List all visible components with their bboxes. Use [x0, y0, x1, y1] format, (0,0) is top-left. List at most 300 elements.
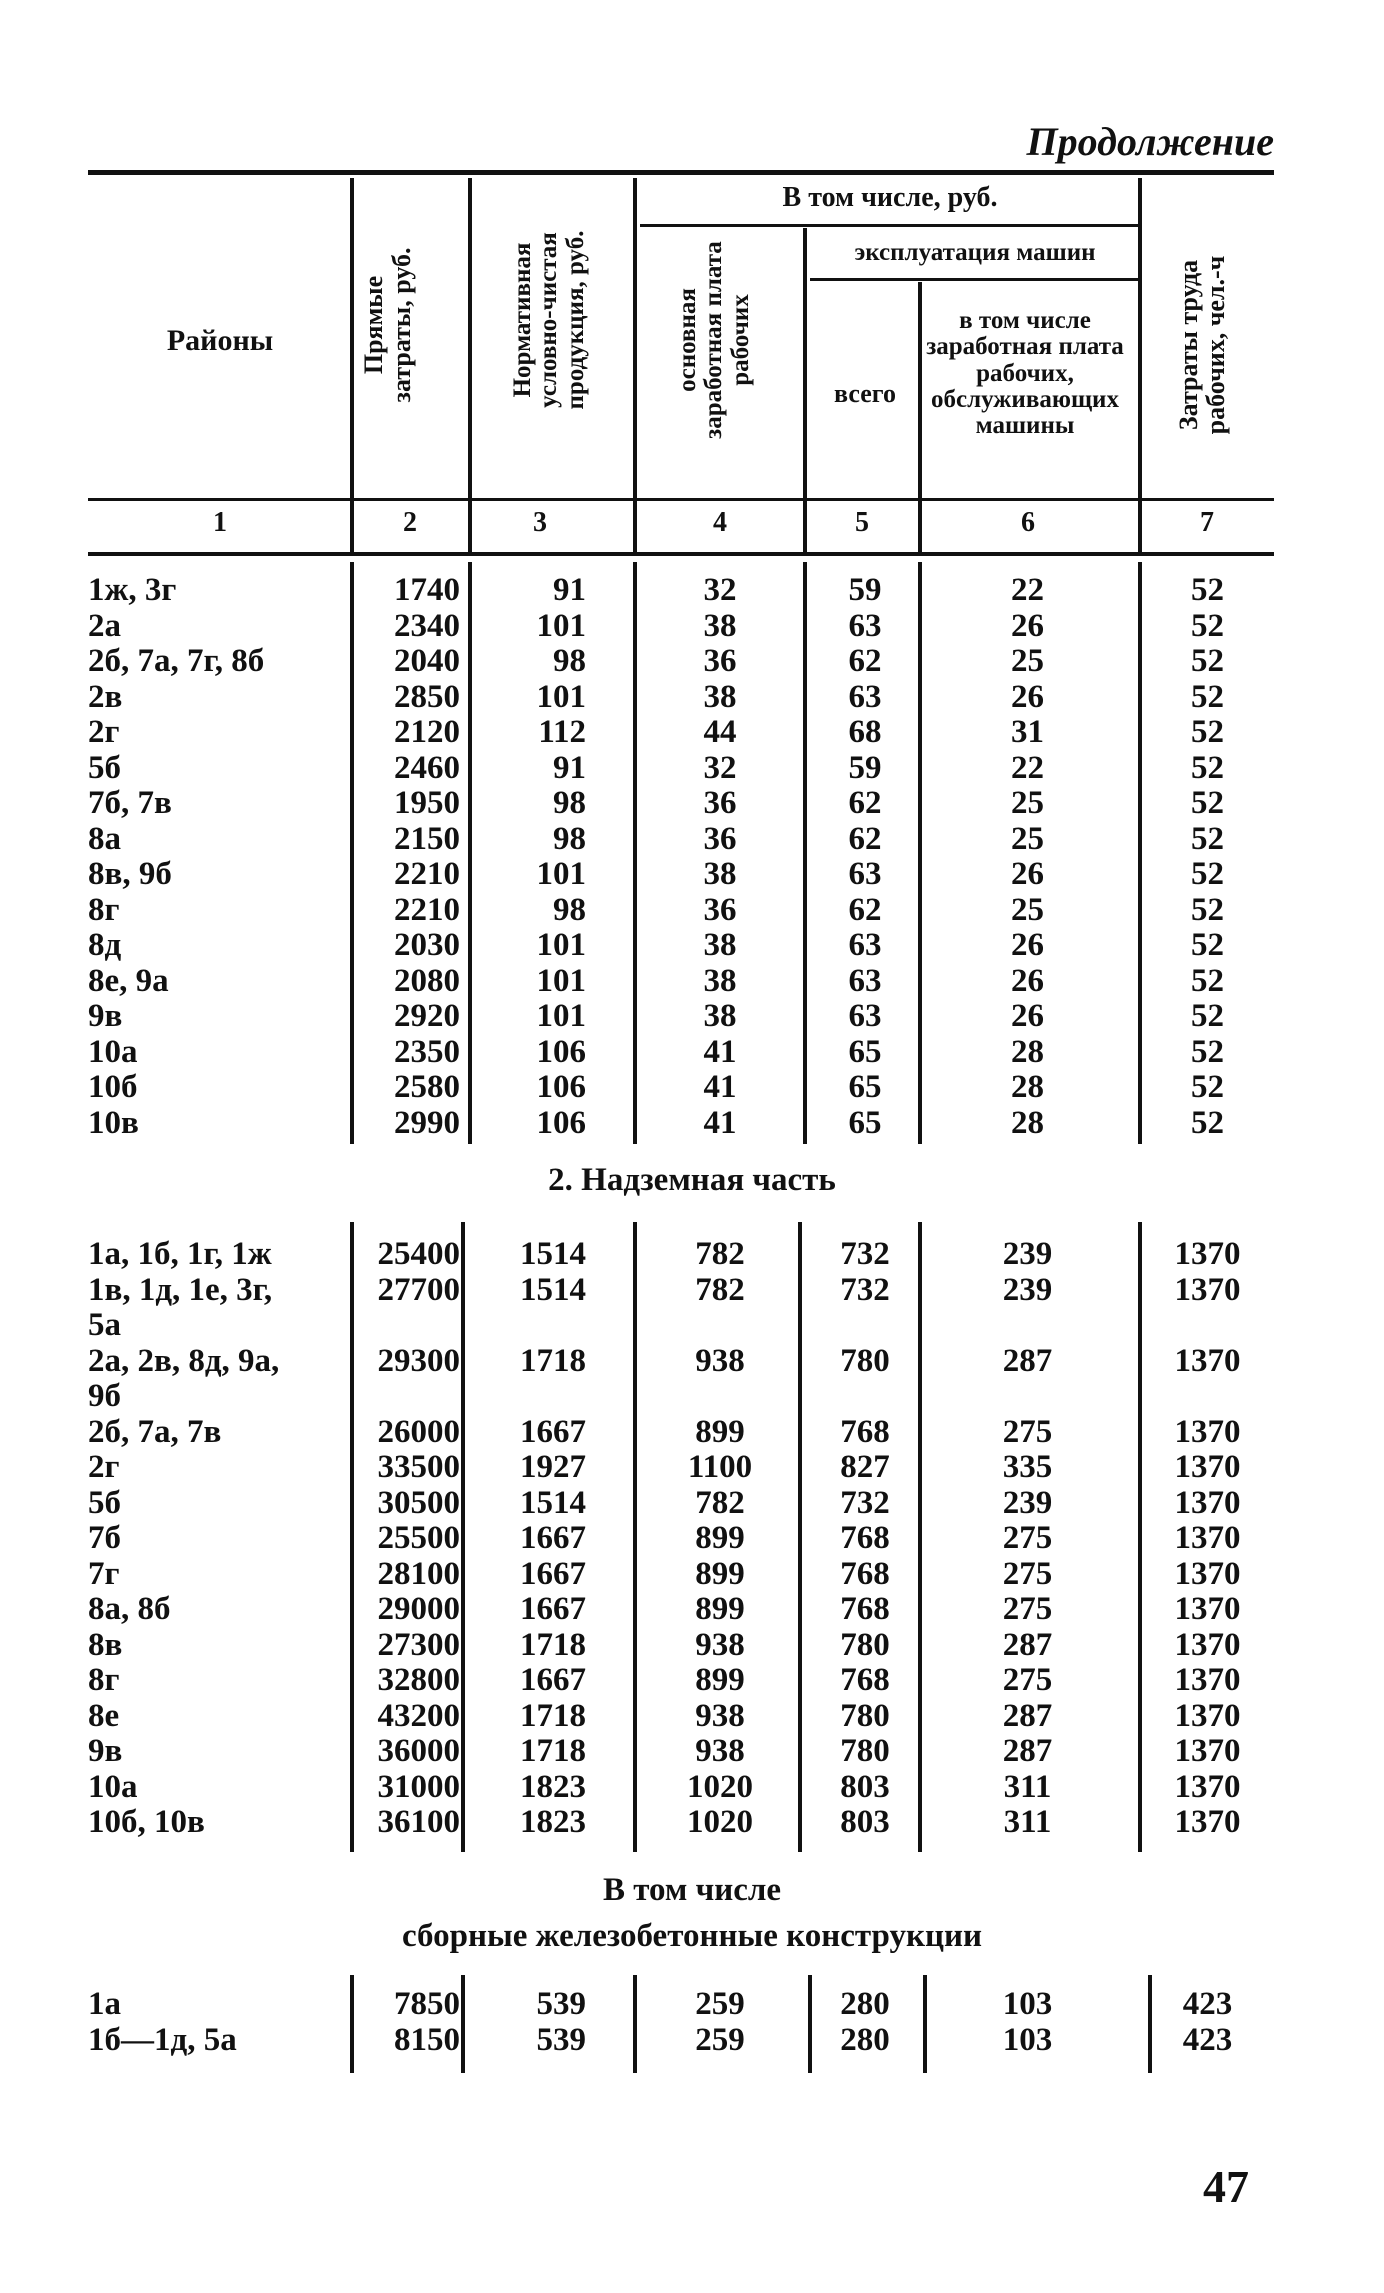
table-row: [0, 714, 1384, 750]
value-cell-col7: 1370: [1174, 1520, 1241, 1556]
value-cell-col5: 780: [840, 1697, 890, 1734]
value-cell-col2: 29000: [377, 1591, 460, 1627]
value-cell-col5: 62: [848, 820, 882, 857]
value-cell-col7: 52: [1191, 643, 1224, 679]
value-cell-col5: 62: [848, 891, 882, 928]
value-cell-col6: 26: [1011, 962, 1044, 999]
value-cell-col7: 52: [1191, 572, 1224, 608]
value-cell-col6: 335: [1002, 1449, 1053, 1485]
table-row: [0, 608, 1384, 644]
value-cell-col2: 27300: [377, 1626, 460, 1663]
header-machine-operation: эксплуатация машин: [854, 239, 1096, 266]
value-cell-col3: 1823: [520, 1768, 586, 1805]
section2-title: 2. Надземная часть: [548, 1162, 836, 1198]
value-cell-col3: 91: [553, 572, 586, 608]
value-cell-col4: 899: [695, 1520, 745, 1556]
column-number: 1: [213, 507, 227, 538]
value-cell-col7: 1370: [1174, 1662, 1241, 1698]
value-cell-col2: 36100: [377, 1804, 460, 1840]
column-number: 4: [713, 507, 727, 538]
header-including-rub: В том числе, руб.: [782, 182, 998, 213]
value-cell-col6: 26: [1011, 856, 1044, 892]
table-row: [0, 1272, 1384, 1308]
table-row: [0, 1662, 1384, 1698]
column-number: 3: [533, 507, 547, 538]
value-cell-col2: 2350: [394, 1033, 460, 1070]
value-cell-col7: 52: [1191, 927, 1224, 963]
value-cell-col6: 239: [1002, 1236, 1053, 1272]
column-number: 2: [403, 507, 417, 538]
value-cell-col5: 59: [848, 572, 882, 608]
value-cell-col2: 2030: [394, 927, 460, 963]
region-cell: 8е, 9а: [88, 962, 169, 999]
value-cell-col5: 803: [840, 1804, 890, 1840]
value-cell-col4: 899: [695, 1413, 745, 1450]
region-cell: 2б, 7а, 7в: [88, 1413, 222, 1450]
value-cell-col6: 26: [1011, 998, 1044, 1034]
value-cell-col6: 103: [1002, 1986, 1053, 2022]
region-cell: 2в: [88, 678, 123, 715]
value-cell-col5: 63: [848, 678, 882, 715]
value-cell-col3: 98: [553, 785, 586, 821]
value-cell-col4: 38: [703, 962, 737, 999]
section3-divider: [1148, 1975, 1152, 2073]
value-cell-col2: 1950: [394, 785, 460, 821]
value-cell-col4: 899: [695, 1555, 745, 1592]
region-cell: 2а, 2в, 8д, 9а,: [88, 1342, 280, 1379]
value-cell-col7: 52: [1191, 998, 1224, 1034]
table-row: [0, 1105, 1384, 1141]
top-rule: [88, 170, 1274, 175]
section3-title-line1: В том числе: [602, 1872, 782, 1908]
value-cell-col7: 1370: [1174, 1449, 1241, 1485]
value-cell-col3: 1514: [520, 1484, 586, 1521]
header-machine-rule: [810, 278, 1140, 281]
region-cell: 5б: [88, 1484, 121, 1521]
value-cell-col4: 36: [703, 643, 737, 679]
value-cell-col3: 1718: [520, 1733, 586, 1769]
value-cell-col7: 1370: [1174, 1733, 1241, 1769]
value-cell-col6: 239: [1002, 1484, 1053, 1521]
value-cell-col4: 38: [703, 678, 737, 715]
region-cell: 1ж, 3г: [88, 572, 177, 608]
value-cell-col7: 52: [1191, 1069, 1224, 1105]
value-cell-col4: 36: [703, 785, 737, 821]
section1-divider: [918, 562, 922, 1144]
table-row: [0, 1556, 1384, 1592]
region-cell: 7б: [88, 1520, 121, 1556]
value-cell-col4: 782: [695, 1484, 745, 1521]
value-cell-col7: 52: [1191, 856, 1224, 892]
value-cell-col7: 52: [1191, 785, 1224, 821]
value-cell-col5: 62: [848, 643, 882, 679]
header-divider-6: [1138, 178, 1142, 498]
table-row: [0, 1034, 1384, 1070]
value-cell-col4: 32: [703, 749, 737, 786]
value-cell-col5: 63: [848, 607, 882, 644]
table-row: [0, 1414, 1384, 1450]
value-cell-col2: 2210: [394, 891, 460, 928]
value-cell-col3: 1667: [520, 1555, 586, 1592]
value-cell-col3: 98: [553, 820, 586, 857]
value-cell-col4: 259: [695, 1986, 745, 2022]
index-divider: [1138, 500, 1142, 552]
value-cell-col4: 32: [703, 572, 737, 608]
value-cell-col5: 732: [840, 1271, 890, 1308]
value-cell-col5: 768: [840, 1555, 890, 1592]
header-divider-1: [350, 178, 354, 498]
value-cell-col7: 52: [1191, 1104, 1224, 1141]
value-cell-col4: 938: [695, 1733, 745, 1769]
table-row: [0, 1627, 1384, 1663]
value-cell-col2: 27700: [377, 1271, 460, 1308]
value-cell-col5: 732: [840, 1484, 890, 1521]
value-cell-col5: 63: [848, 962, 882, 999]
value-cell-col6: 287: [1002, 1733, 1053, 1769]
value-cell-col4: 38: [703, 856, 737, 892]
value-cell-col5: 68: [848, 714, 882, 750]
value-cell-col6: 287: [1002, 1342, 1053, 1379]
region-cell: 10а: [88, 1768, 138, 1805]
value-cell-col2: 36000: [377, 1733, 460, 1769]
value-cell-col3: 1718: [520, 1697, 586, 1734]
region-cell: 7г: [88, 1555, 120, 1592]
value-cell-col4: 41: [703, 1033, 737, 1070]
table-row: [0, 679, 1384, 715]
table-row: [0, 1986, 1384, 2022]
value-cell-col7: 1370: [1174, 1626, 1241, 1663]
table-row: [0, 643, 1384, 679]
section1-divider: [350, 562, 354, 1144]
table-row: [0, 1769, 1384, 1805]
value-cell-col3: 1667: [520, 1520, 586, 1556]
value-cell-col3: 101: [536, 856, 586, 892]
value-cell-col2: 7850: [394, 1986, 460, 2022]
value-cell-col7: 52: [1191, 891, 1224, 928]
value-cell-col5: 768: [840, 1413, 890, 1450]
table-row: [0, 1520, 1384, 1556]
value-cell-col5: 732: [840, 1236, 890, 1272]
value-cell-col3: 106: [536, 1033, 586, 1070]
value-cell-col6: 103: [1002, 2022, 1053, 2058]
value-cell-col5: 62: [848, 785, 882, 821]
value-cell-col2: 43200: [377, 1697, 460, 1734]
value-cell-col7: 52: [1191, 607, 1224, 644]
region-cell: 1в, 1д, 1е, 3г,: [88, 1271, 273, 1308]
index-rule-bottom: [88, 552, 1274, 556]
value-cell-col4: 41: [703, 1104, 737, 1141]
value-cell-col5: 59: [848, 749, 882, 786]
value-cell-col7: 1370: [1174, 1342, 1241, 1379]
value-cell-col5: 63: [848, 856, 882, 892]
value-cell-col6: 311: [1003, 1804, 1052, 1840]
value-cell-col4: 36: [703, 820, 737, 857]
value-cell-col2: 32800: [377, 1662, 460, 1698]
value-cell-col4: 1020: [687, 1768, 753, 1805]
table-row: [0, 1698, 1384, 1734]
value-cell-col5: 280: [840, 1986, 890, 2022]
value-cell-col6: 275: [1002, 1662, 1053, 1698]
value-cell-col3: 539: [536, 2022, 586, 2058]
header-divider-4: [803, 228, 807, 498]
value-cell-col5: 280: [840, 2022, 890, 2058]
value-cell-col4: 938: [695, 1697, 745, 1734]
value-cell-col5: 768: [840, 1520, 890, 1556]
value-cell-col3: 98: [553, 643, 586, 679]
value-cell-col6: 26: [1011, 678, 1044, 715]
value-cell-col2: 2920: [394, 998, 460, 1034]
value-cell-col6: 26: [1011, 607, 1044, 644]
table-row: [0, 750, 1384, 786]
value-cell-col2: 2150: [394, 820, 460, 857]
value-cell-col7: 1370: [1174, 1555, 1241, 1592]
value-cell-col3: 1927: [520, 1449, 586, 1485]
section3-divider: [633, 1975, 637, 2073]
value-cell-col2: 2850: [394, 678, 460, 715]
value-cell-col4: 1020: [687, 1804, 753, 1840]
value-cell-col2: 33500: [377, 1449, 460, 1485]
section2-divider: [918, 1222, 922, 1852]
page-number: 47: [1203, 2161, 1249, 2212]
table-row: [0, 1449, 1384, 1485]
region-cell: 1а, 1б, 1г, 1ж: [88, 1236, 272, 1272]
value-cell-col7: 52: [1191, 1033, 1224, 1070]
value-cell-col6: 25: [1011, 785, 1044, 821]
value-cell-col5: 780: [840, 1626, 890, 1663]
value-cell-col6: 25: [1011, 891, 1044, 928]
header-total: всего: [834, 379, 896, 408]
region-cell: 2г: [88, 1449, 120, 1485]
header-normative-output: Нормативная условно-чистая продукция, руб.: [509, 230, 589, 410]
value-cell-col6: 239: [1002, 1271, 1053, 1308]
value-cell-col6: 28: [1011, 1069, 1044, 1105]
value-cell-col4: 44: [703, 714, 737, 750]
value-cell-col6: 25: [1011, 820, 1044, 857]
region-cell: 2б, 7а, 7г, 8б: [88, 643, 265, 679]
section1-divider: [1138, 562, 1142, 1144]
table-row: [0, 572, 1384, 608]
value-cell-col2: 2210: [394, 856, 460, 892]
header-incl-wage-machine: в том числе заработная плата рабочих, обслуживающих машины: [926, 307, 1124, 439]
region-cell: 2а: [88, 607, 121, 644]
region-cell: 10а: [88, 1033, 138, 1070]
value-cell-col6: 25: [1011, 643, 1044, 679]
value-cell-col2: 2580: [394, 1069, 460, 1105]
value-cell-col2: 2120: [394, 714, 460, 750]
value-cell-col2: 29300: [377, 1342, 460, 1379]
value-cell-col5: 827: [840, 1449, 890, 1485]
value-cell-col4: 899: [695, 1662, 745, 1698]
value-cell-col5: 803: [840, 1768, 890, 1805]
region-cell: 8в, 9б: [88, 856, 172, 892]
value-cell-col7: 52: [1191, 962, 1224, 999]
value-cell-col7: 1370: [1174, 1768, 1241, 1805]
section1-divider: [803, 562, 807, 1144]
section2-divider: [1138, 1222, 1142, 1852]
region-cell: 8е: [88, 1697, 120, 1734]
value-cell-col7: 1370: [1174, 1236, 1241, 1272]
value-cell-col6: 31: [1011, 714, 1044, 750]
value-cell-col4: 38: [703, 607, 737, 644]
index-divider: [468, 500, 472, 552]
region-cell: 8д: [88, 927, 122, 963]
table-row: [0, 1307, 1384, 1343]
value-cell-col2: 26000: [377, 1413, 460, 1450]
value-cell-col2: 25500: [377, 1520, 460, 1556]
header-base-wage: основная заработная плата рабочих: [674, 241, 754, 439]
value-cell-col5: 65: [848, 1104, 882, 1141]
continuation-label: Продолжение: [1026, 119, 1274, 164]
index-divider: [803, 500, 807, 552]
value-cell-col6: 287: [1002, 1697, 1053, 1734]
region-cell: 1а: [88, 1986, 121, 2022]
table-row: [0, 1343, 1384, 1379]
value-cell-col4: 38: [703, 998, 737, 1034]
region-cell: 9б: [88, 1378, 121, 1414]
value-cell-col7: 1370: [1174, 1804, 1241, 1840]
value-cell-col3: 1823: [520, 1804, 586, 1840]
value-cell-col4: 899: [695, 1591, 745, 1627]
value-cell-col6: 28: [1011, 1033, 1044, 1070]
section2-divider: [633, 1222, 637, 1852]
section3-divider: [808, 1975, 812, 2073]
header-regions: Районы: [166, 324, 274, 357]
value-cell-col6: 28: [1011, 1104, 1044, 1141]
region-cell: 1б—1д, 5а: [88, 2022, 237, 2058]
value-cell-col4: 38: [703, 927, 737, 963]
value-cell-col5: 63: [848, 927, 882, 963]
index-rule-top: [88, 498, 1274, 501]
header-labor-costs: Затраты труда рабочих, чел.-ч: [1174, 255, 1231, 435]
value-cell-col3: 101: [536, 607, 586, 644]
value-cell-col7: 1370: [1174, 1484, 1241, 1521]
value-cell-col7: 52: [1191, 820, 1224, 857]
region-cell: 5б: [88, 749, 121, 786]
table-row: [0, 1378, 1384, 1414]
value-cell-col7: 1370: [1174, 1413, 1241, 1450]
table-row: [0, 2022, 1384, 2058]
region-cell: 2г: [88, 714, 120, 750]
value-cell-col2: 2040: [394, 643, 460, 679]
region-cell: 8в: [88, 1626, 123, 1663]
value-cell-col3: 101: [536, 962, 586, 999]
value-cell-col3: 1718: [520, 1342, 586, 1379]
value-cell-col7: 423: [1182, 2022, 1233, 2058]
value-cell-col3: 1718: [520, 1626, 586, 1663]
value-cell-col2: 2990: [394, 1104, 460, 1141]
region-cell: 9в: [88, 998, 123, 1034]
value-cell-col6: 26: [1011, 927, 1044, 963]
table-row: [0, 856, 1384, 892]
section3-divider: [923, 1975, 927, 2073]
value-cell-col3: 101: [536, 998, 586, 1034]
header-including-rule: [640, 224, 1138, 227]
value-cell-col2: 1740: [394, 572, 460, 608]
value-cell-col3: 98: [553, 891, 586, 928]
value-cell-col6: 311: [1003, 1768, 1052, 1805]
value-cell-col4: 41: [703, 1069, 737, 1105]
value-cell-col5: 65: [848, 1033, 882, 1070]
value-cell-col7: 1370: [1174, 1591, 1241, 1627]
table-row: [0, 998, 1384, 1034]
value-cell-col5: 65: [848, 1069, 882, 1105]
value-cell-col3: 1514: [520, 1271, 586, 1308]
region-cell: 10б: [88, 1069, 138, 1105]
table-row: [0, 1733, 1384, 1769]
header-direct-costs: Прямые затраты, руб.: [359, 247, 416, 403]
value-cell-col7: 423: [1182, 1986, 1233, 2022]
section1-divider: [468, 562, 472, 1144]
value-cell-col6: 275: [1002, 1413, 1053, 1450]
section3-title-line2: сборные железобетонные конструкции: [401, 1918, 982, 1954]
value-cell-col3: 1514: [520, 1236, 586, 1272]
value-cell-col7: 52: [1191, 714, 1224, 750]
value-cell-col4: 782: [695, 1271, 745, 1308]
index-divider: [633, 500, 637, 552]
table-row: [0, 963, 1384, 999]
value-cell-col4: 36: [703, 891, 737, 928]
table-row: [0, 927, 1384, 963]
value-cell-col5: 768: [840, 1662, 890, 1698]
value-cell-col3: 1667: [520, 1662, 586, 1698]
value-cell-col3: 539: [536, 1986, 586, 2022]
value-cell-col3: 1667: [520, 1413, 586, 1450]
section2-divider: [798, 1222, 802, 1852]
value-cell-col2: 31000: [377, 1768, 460, 1805]
value-cell-col4: 259: [695, 2022, 745, 2058]
header-divider-3: [633, 178, 637, 498]
value-cell-col3: 101: [536, 678, 586, 715]
section3-divider: [461, 1975, 465, 2073]
section2-divider: [461, 1222, 465, 1852]
value-cell-col6: 22: [1011, 572, 1044, 608]
value-cell-col2: 28100: [377, 1555, 460, 1592]
table-row: [0, 785, 1384, 821]
table-row: [0, 1485, 1384, 1521]
value-cell-col2: 2080: [394, 962, 460, 999]
region-cell: 8г: [88, 1662, 120, 1698]
value-cell-col6: 275: [1002, 1591, 1053, 1627]
column-number: 5: [855, 507, 869, 538]
value-cell-col7: 52: [1191, 749, 1224, 786]
header-divider-5: [918, 282, 922, 498]
index-divider: [350, 500, 354, 552]
header-divider-2: [468, 178, 472, 498]
column-number: 7: [1200, 507, 1214, 538]
value-cell-col2: 2340: [394, 607, 460, 644]
table-row: [0, 1591, 1384, 1627]
value-cell-col2: 2460: [394, 749, 460, 786]
table-row: [0, 1069, 1384, 1105]
value-cell-col6: 287: [1002, 1626, 1053, 1663]
value-cell-col4: 938: [695, 1626, 745, 1663]
section1-divider: [633, 562, 637, 1144]
region-cell: 10б, 10в: [88, 1804, 205, 1840]
value-cell-col3: 106: [536, 1104, 586, 1141]
value-cell-col3: 101: [536, 927, 586, 963]
value-cell-col6: 275: [1002, 1555, 1053, 1592]
region-cell: 5а: [88, 1307, 121, 1343]
value-cell-col2: 8150: [394, 2022, 460, 2058]
region-cell: 10в: [88, 1104, 139, 1141]
table-row: [0, 1804, 1384, 1840]
region-cell: 8г: [88, 891, 120, 928]
section2-divider: [350, 1222, 354, 1852]
value-cell-col4: 782: [695, 1236, 745, 1272]
value-cell-col6: 22: [1011, 749, 1044, 786]
table-row: [0, 1236, 1384, 1272]
value-cell-col5: 768: [840, 1591, 890, 1627]
